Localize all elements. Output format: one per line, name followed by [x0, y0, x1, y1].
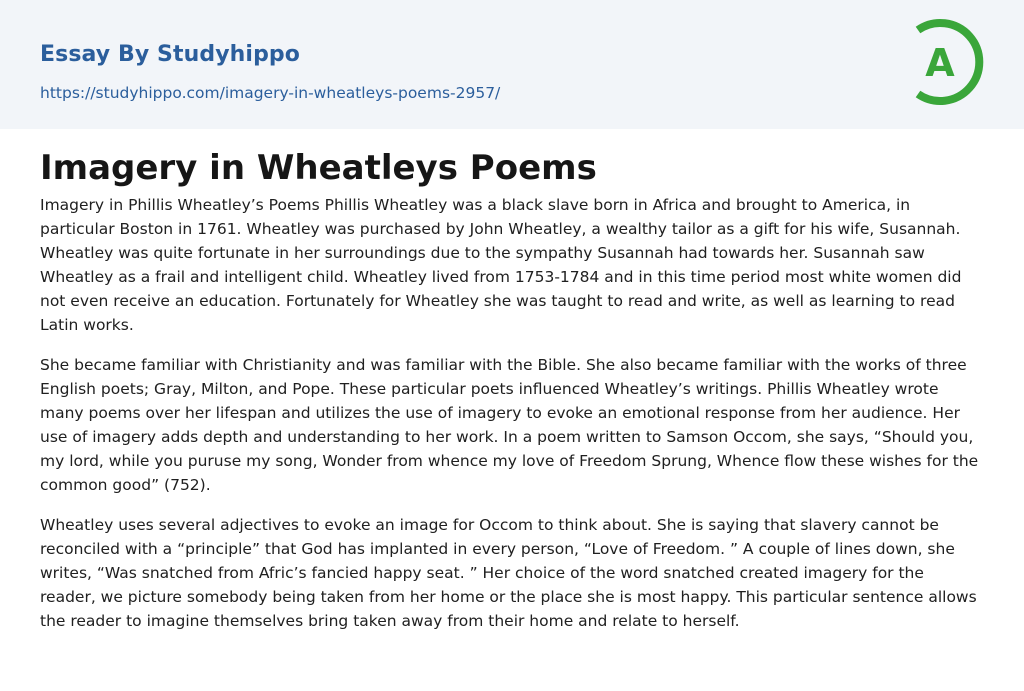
- paragraph-1: Imagery in Phillis Wheatley’s Poems Phillis Wheatley was a black slave born in Africa and brought to America, in particular Boston in 1761. Wheatley was purchased by John Wheatley, a wealthy tailor as a gift for his wife, Susannah. Wheatley was quite fortunate in her surroundings due to the sympathy Susannah had towards her. Susannah saw Wheatley as a frail and intelligent child. Wheatley lived from 1753-1784 and in this time period most white women did not even receive an education. Fortunately for Wheatley she was taught to read and write, as well as learning to read Latin works.: [40, 196, 962, 334]
- paragraph-2: She became familiar with Christianity and was familiar with the Bible. She also became familiar with the works of three English poets; Gray, Milton, and Pope. These particular poets influenced Wheatley’s writings. Phillis Wheatley wrote many poems over her lifespan and utilizes the use of imagery to evoke an emotional response from her audience. Her use of imagery adds depth and understanding to her work. In a poem written to Samson Occom, she says, “Should you, my lord, while you puruse my song, Wonder from whence my love of Freedom Sprung, Whence flow these wishes for the common good” (752).: [40, 356, 979, 494]
- site-header: [0, 0, 1024, 129]
- site-brand[interactable]: Essay By Studyhippo: [40, 42, 300, 67]
- article: [0, 147, 1024, 633]
- page-title: Imagery in Wheatleys Poems: [40, 148, 597, 188]
- studyhippo-a-logo-icon[interactable]: [910, 18, 988, 106]
- paragraph-3: Wheatley uses several adjectives to evoke an image for Occom to think about. She is saying that slavery cannot be reconciled with a “principle” that God has implanted in every person, “Love of Freedom. ” A couple of lines down, she writes, “Was snatched from Afric’s fancied happy seat. ” Her choice of the word snatched created imagery for the reader, we picture somebody being taken from her home or the place she is most happy. This particular sentence allows the reader to imagine themselves bring taken away from their home and relate to herself.: [40, 516, 977, 630]
- logo-letter: A: [925, 41, 955, 85]
- source-url-link[interactable]: https://studyhippo.com/imagery-in-wheatleys-poems-2957/: [40, 84, 501, 102]
